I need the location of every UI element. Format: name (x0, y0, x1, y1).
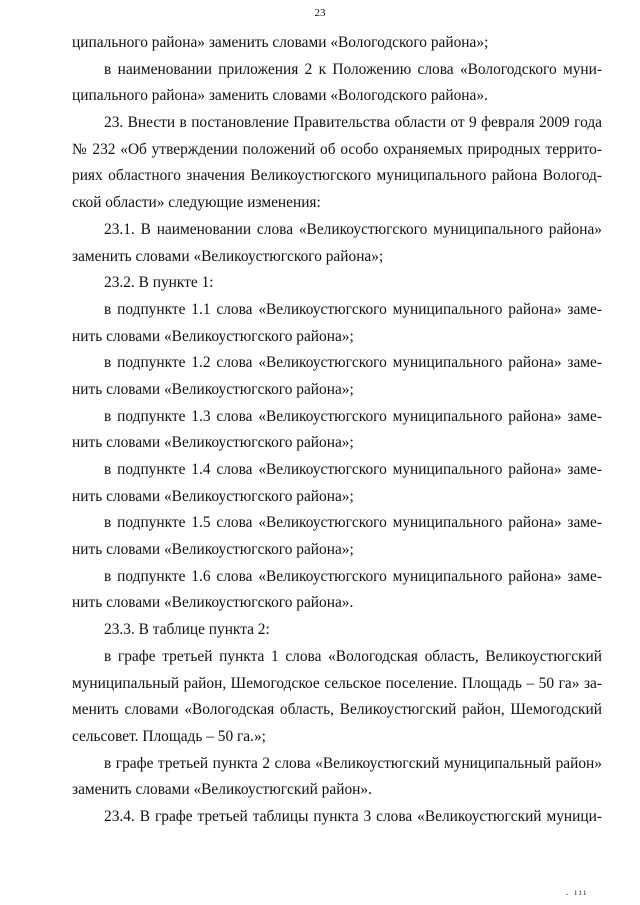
text-line: 23.2. В пункте 1: (104, 274, 214, 292)
text-line: заменить словами «Великоустюгского района»; (72, 247, 384, 265)
text-line: нить словами «Великоустюгского района». (72, 594, 354, 612)
text-line: заменить словами «Великоустюгский район». (72, 781, 372, 799)
text-line: в наименовании приложения 2 к Положению слова «Вологодского муни- (104, 60, 602, 78)
text-line: в графе третьей пункта 1 слова «Вологодская область, Великоустюгский (104, 647, 602, 665)
text-line: ципального района» заменить словами «Вологодского района». (72, 87, 488, 105)
text-line: в графе третьей пункта 2 слова «Великоустюгский муниципальный район» (104, 754, 602, 772)
text-line: менить словами «Вологодская область, Великоустюгский район, Шемогодский (72, 701, 602, 719)
text-line: ципального района» заменить словами «Вологодского района»; (72, 34, 489, 51)
text-line: нить словами «Великоустюгского района»; (72, 541, 354, 559)
text-line: риях областного значения Великоустюгского муниципального района Вологод- (72, 167, 602, 185)
text-line: в подпункте 1.4 слова «Великоустюгского муниципального района» заме- (104, 461, 602, 478)
text-line: нить словами «Великоустюгского района»; (72, 380, 354, 398)
page-number: 23 (314, 7, 326, 19)
text-line: в подпункте 1.2 слова «Великоустюгского муниципального района» заме- (104, 354, 602, 372)
text-line: 23.4. В графе третьей таблицы пункта 3 слова «Великоустюгский муници- (104, 807, 602, 825)
scan-artifact: . ııı (565, 887, 588, 897)
text-line: 23.3. В таблице пункта 2: (104, 621, 270, 639)
text-line: муниципальный район, Шемогодское сельское поселение. Площадь – 50 га» за- (72, 674, 602, 692)
text-line: 23. Внести в постановление Правительства области от 9 февраля 2009 года (104, 114, 602, 132)
text-line: в подпункте 1.1 слова «Великоустюгского муниципального района» заме- (104, 300, 602, 318)
text-line: сельсовет. Площадь – 50 га.»; (72, 727, 266, 745)
text-line: нить словами «Великоустюгского района»; (72, 327, 354, 345)
text-line: ской области» следующие изменения: (72, 194, 321, 212)
text-line: в подпункте 1.5 слова «Великоустюгского муниципального района» заме- (104, 514, 602, 532)
text-line: 23.1. В наименовании слова «Великоустюгского муниципального района» (104, 220, 602, 238)
text-line: нить словами «Великоустюгского района»; (72, 487, 354, 505)
text-line: в подпункте 1.3 слова «Великоустюгского муниципального района» заме- (104, 407, 602, 425)
text-line: в подпункте 1.6 слова «Великоустюгского муниципального района» заме- (104, 567, 602, 585)
text-line: № 232 «Об утверждении положений об особо охраняемых природных террито- (72, 140, 602, 158)
document-body (72, 30, 602, 831)
text-line: нить словами «Великоустюгского района»; (72, 434, 354, 452)
